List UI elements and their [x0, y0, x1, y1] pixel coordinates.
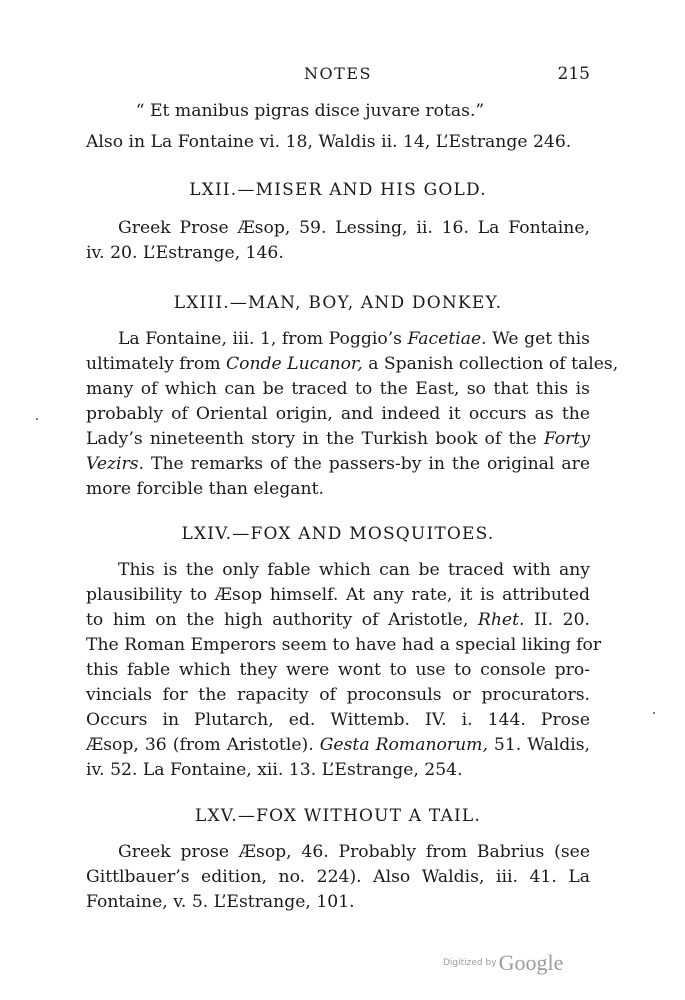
paragraph-line: This is the only fable which can be traced with any [118, 560, 590, 580]
page-number: 215 [557, 64, 590, 84]
paragraph-line: vincials for the rapacity of proconsuls or procurators. [86, 685, 590, 705]
page-header [86, 64, 590, 88]
scan-speck [36, 418, 38, 420]
paragraph-line: Greek prose Æsop, 46. Probably from Babrius (see [118, 842, 590, 862]
watermark-logo-text: Google [498, 950, 564, 975]
intro-line: Also in La Fontaine vi. 18, Waldis ii. 14, L’Estrange 246. [86, 132, 572, 152]
section-heading: LXV.—FOX WITHOUT A TAIL. [195, 806, 481, 826]
paragraph-line: Occurs in Plutarch, ed. Wittemb. IV. i. 144. Prose [86, 710, 590, 730]
paragraph-line: many of which can be traced to the East, so that this is [86, 379, 590, 399]
paragraph-line: plausibility to Æsop himself. At any rate, it is attributed [86, 585, 590, 605]
paragraph-line: Fontaine, v. 5. L’Estrange, 101. [86, 892, 355, 912]
paragraph-line: more forcible than elegant. [86, 479, 324, 499]
digitized-watermark [443, 950, 563, 976]
paragraph-line: Æsop, 36 (from Aristotle). Gesta Romanorum, 51. Waldis, [86, 735, 590, 755]
section-heading: LXIII.—MAN, BOY, AND DONKEY. [173, 293, 503, 313]
running-title: NOTES [304, 64, 372, 83]
paragraph-line: La Fontaine, iii. 1, from Poggio’s Facetiae. We get this [118, 329, 591, 349]
paragraph-line: The Roman Emperors seem to have had a special liking for [86, 635, 602, 655]
verse-quote: “ Et manibus pigras disce juvare rotas.” [135, 101, 485, 121]
paragraph-line: iv. 52. La Fontaine, xii. 13. L’Estrange, 254. [86, 760, 463, 780]
paragraph-line: this fable which they were wont to use to console pro- [86, 660, 590, 680]
section-heading: LXII.—MISER AND HIS GOLD. [189, 180, 487, 200]
watermark-small-text: Digitized by [443, 958, 497, 968]
section-heading: LXIV.—FOX AND MOSQUITOES. [181, 524, 495, 544]
paragraph-line: Greek Prose Æsop, 59. Lessing, ii. 16. La Fontaine, [118, 218, 590, 238]
paragraph-line: iv. 20. L’Estrange, 146. [86, 243, 284, 263]
paragraph-line: ultimately from Conde Lucanor, a Spanish collection of tales, [86, 354, 619, 374]
paragraph-line: Vezirs. The remarks of the passers-by in the original are [86, 454, 590, 474]
paragraph-line: to him on the high authority of Aristotle, Rhet. II. 20. [86, 610, 590, 630]
paragraph-line: Lady’s nineteenth story in the Turkish book of the Forty [86, 429, 590, 449]
scan-speck [653, 712, 655, 714]
paragraph-line: probably of Oriental origin, and indeed it occurs as the [86, 404, 590, 424]
paragraph-line: Gittlbauer’s edition, no. 224). Also Waldis, iii. 41. La [86, 867, 590, 887]
